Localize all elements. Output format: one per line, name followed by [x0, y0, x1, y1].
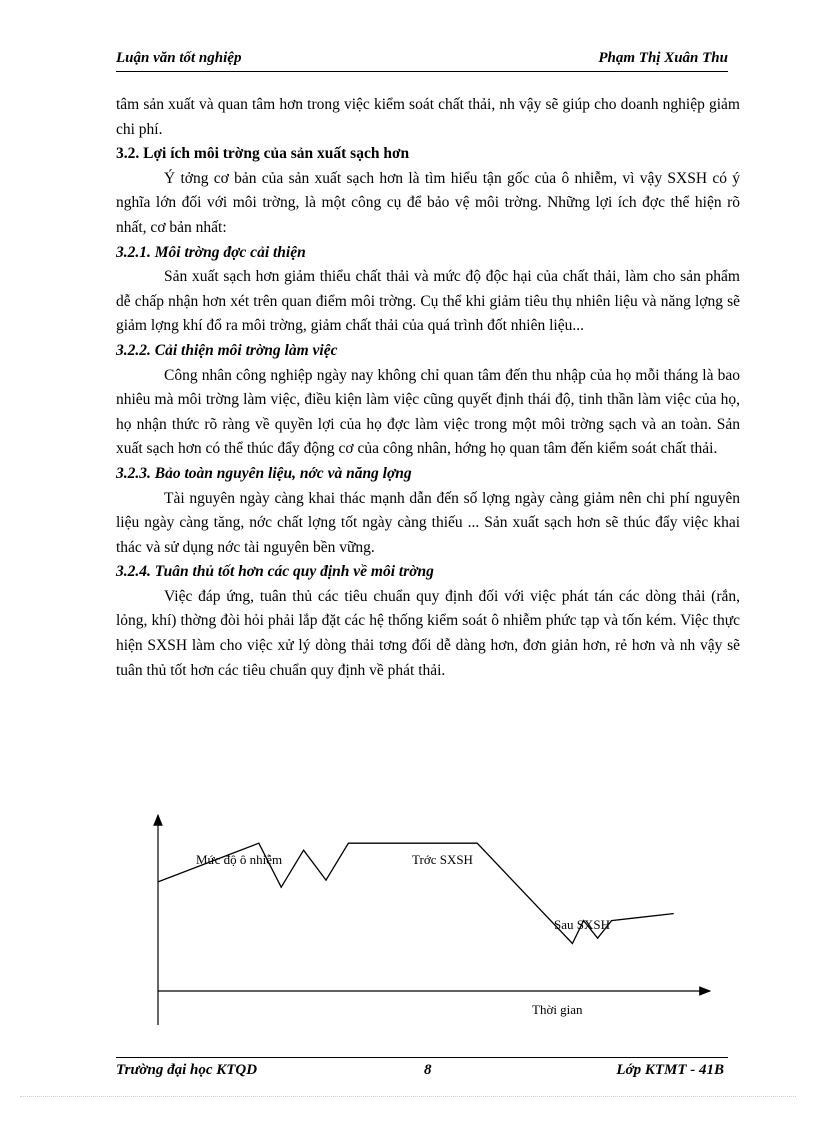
intro-paragraph: tâm sản xuất và quan tâm hơn trong việc kiểm soát chất thải, nh vậy sẽ giúp cho doanh nghiệp giảm chi phí. [116, 96, 740, 138]
series-point [157, 881, 158, 882]
section-paragraph-3-2-1: Sản xuất sạch hơn giảm thiểu chất thải và mức độ độc hại của chất thải, làm cho sản phẩm dễ chấp nhận hơn xét trên quan điểm môi trờng. Cụ thể khi giảm tiêu thụ nhiên liệu và năng lợng sẽ giảm lợng khí đổ ra môi trờng, giảm chất thải của quá trình đốt nhiên liệu... [116, 268, 740, 335]
y-axis-label: Mức độ ô nhiễm [196, 852, 283, 867]
footer-rule [116, 1057, 728, 1058]
pollution-level-chart [116, 805, 736, 1035]
page-body [116, 93, 740, 683]
section-paragraph-3-2-4: Việc đáp ứng, tuân thủ các tiêu chuẩn quy định đối với việc phát tán các dòng thải (rắn, lỏng, khí) thờng đòi hỏi phải lắp đặt các hệ thống kiểm soát ô nhiễm phức tạp và tốn kém. Việc thực hiện SXSH làm cho việc xử lý dòng thải tơng đối dễ dàng hơn, đơn giản hơn, rẻ hơn và nh vậy sẽ tuân thủ tốt hơn các tiêu chuẩn quy định về phát thải. [116, 587, 740, 679]
section-heading-3-2-2: 3.2.2. Cải thiện môi trờng làm việc [116, 341, 338, 359]
header-rule [116, 71, 728, 72]
series-point [597, 938, 598, 939]
section-heading-3-2-3: 3.2.3. Bảo toàn nguyên liệu, nớc và năng lợng [116, 464, 412, 482]
series-point [348, 843, 349, 844]
bottom-dotted-line [20, 1096, 796, 1097]
series-point [258, 843, 259, 844]
series-point [325, 880, 326, 881]
series-point [281, 887, 282, 888]
series-point [611, 920, 612, 921]
section-heading-3-2: 3.2. Lợi ích môi trờng của sản xuất sạch hơn [116, 145, 410, 163]
header-left: Luận văn tốt nghiệp [116, 50, 242, 66]
page-number: 8 [424, 1062, 432, 1078]
annotation-after-sxsh: Sau SXSH [554, 917, 610, 932]
footer-right: Lớp KTMT - 41B [616, 1062, 724, 1078]
header-right: Phạm Thị Xuân Thu [598, 50, 728, 66]
section-heading-3-2-1: 3.2.1. Môi trờng đợc cải thiện [116, 243, 306, 261]
footer-left: Trường đại học KTQD [116, 1062, 258, 1078]
series-point [673, 913, 674, 914]
series-point [477, 843, 478, 844]
series-point [572, 943, 573, 944]
section-paragraph-3-2-2: Công nhân công nghiệp ngày nay không chỉ quan tâm đến thu nhập của họ mỗi tháng là bao nhiêu mà môi trờng làm việc, điều kiện làm việc cũng quyết định thái độ, tinh thần làm việc của họ, họ nhận thức rõ ràng về quyền lợi của họ đợc làm việc trong một môi trờng sạch và an toàn. Sản xuất sạch hơn có thể thúc đẩy động cơ của công nhân, hớng họ quan tâm đến kiểm soát chất thải. [116, 366, 740, 458]
section-paragraph-3-2-3: Tài nguyên ngày càng khai thác mạnh dẫn đến số lợng ngày càng giảm nên chi phí nguyên liệu ngày càng tăng, nớc chất lợng tốt ngày càng thiếu ... Sản xuất sạch hơn sẽ thúc đẩy việc khai thác và sử dụng nớc tài nguyên bền vững. [116, 489, 740, 556]
x-axis-label: Thời gian [532, 1002, 583, 1017]
section-paragraph-3-2: Ý tởng cơ bản của sản xuất sạch hơn là tìm hiểu tận gốc của ô nhiễm, vì vậy SXSH có ý nghĩa lớn đối với môi trờng, là một công cụ để bảo vệ môi trờng. Những lợi ích đợc thể hiện rõ nhất, cơ bản nhất: [116, 169, 740, 236]
series-point [303, 850, 304, 851]
section-heading-3-2-4: 3.2.4. Tuân thủ tốt hơn các quy định về môi trờng [116, 563, 434, 581]
annotation-before-sxsh: Trớc SXSH [412, 852, 473, 867]
